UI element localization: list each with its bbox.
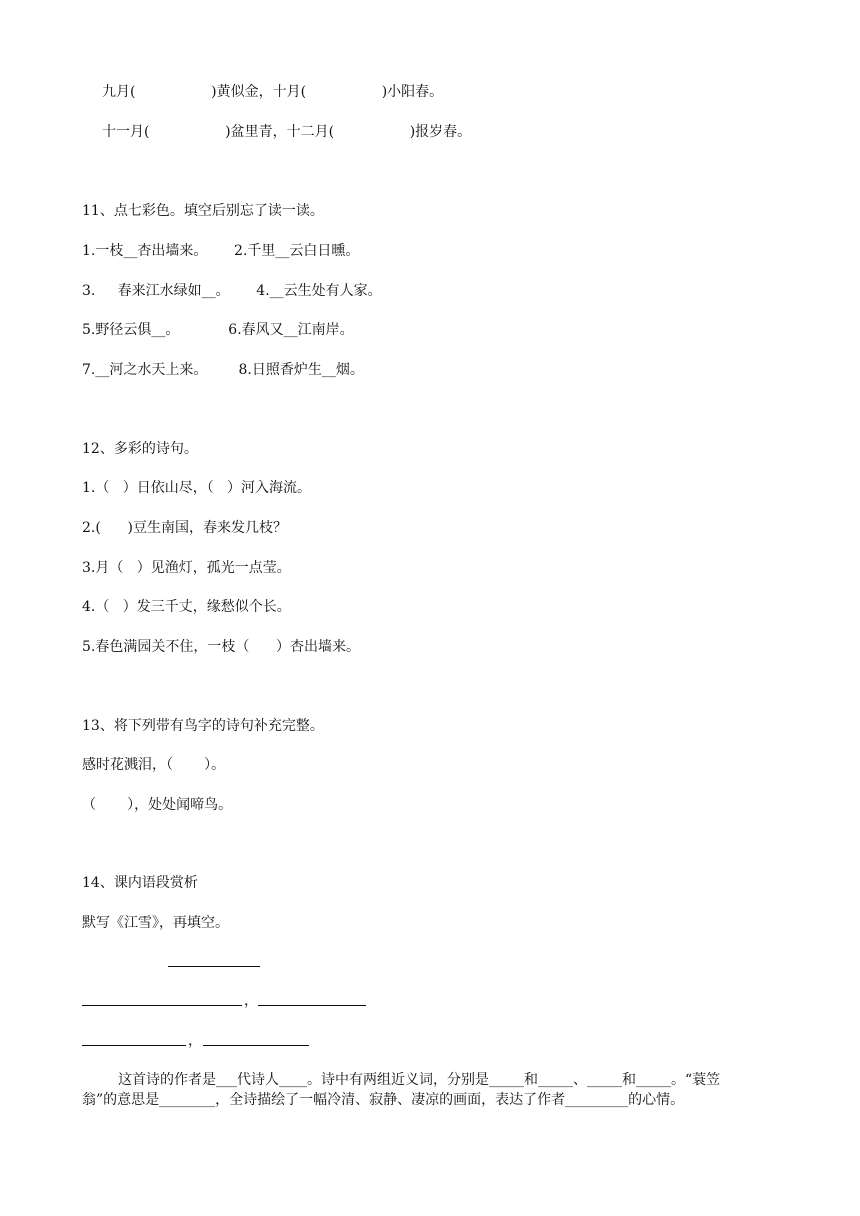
question-12-line-4: 4.（ ）发三千丈，缘愁似个长。 <box>82 599 291 615</box>
question-12-title: 12、多彩的诗句。 <box>82 441 198 457</box>
poem-line-2-blank[interactable] <box>258 991 366 1006</box>
question-13-title: 13、将下列带有鸟字的诗句补充完整。 <box>82 718 324 734</box>
question-13-line-2: （ ），处处闻啼鸟。 <box>82 797 233 813</box>
question-12-line-2: 2.( )豆生南国，春来发几枝？ <box>82 520 287 536</box>
poem-line-3-blank[interactable] <box>82 1031 186 1046</box>
question-11-line-2: 3. 春来江水绿如__。 4.__云生处有人家。 <box>82 283 382 299</box>
poem-line-1-blank[interactable] <box>82 991 242 1006</box>
question-12-line-1: 1.（ ）日依山尽，（ ）河入海流。 <box>82 480 312 496</box>
poem-title-blank[interactable] <box>168 952 260 967</box>
question-12-line-3: 3.月（ ）见渔灯，孤光一点莹。 <box>82 560 291 576</box>
poem-line-4-blank[interactable] <box>203 1031 309 1046</box>
question-11-line-3: 5.野径云俱__。 6.春风又__江南岸。 <box>82 322 354 338</box>
question-12-line-5: 5.春色满园关不住，一枝（ ）杏出墙来。 <box>82 639 361 655</box>
question-11-line-1: 1.一枝__杏出墙来。 2.千里__云白日曛。 <box>82 243 360 259</box>
question-11-title: 11、点七彩色。填空后别忘了读一读。 <box>82 203 324 219</box>
question-14-subtitle: 默写《江雪》，再填空。 <box>82 915 229 931</box>
question-14-paragraph-line-2: 翁”的意思是________，全诗描绘了一幅冷清、寂静、凄凉的画面，表达了作者_________的心情。 <box>82 1092 685 1108</box>
poem-line-3-comma: ， <box>188 1033 202 1049</box>
question-14-paragraph-line-1: 这首诗的作者是___代诗人____。诗中有两组近义词，分别是_____和_____、_____和_____。“蓑笠 <box>118 1072 721 1088</box>
poem-line-1-comma: ， <box>244 993 258 1009</box>
question-13-line-1: 感时花溅泪，（ ）。 <box>82 757 226 773</box>
seasonal-verse-line-2: 十一月( )盆里青，十二月( )报岁春。 <box>102 124 472 140</box>
question-11-line-4: 7.__河之水天上来。 8.日照香炉生__烟。 <box>82 362 364 378</box>
seasonal-verse-line-1: 九月( )黄似金，十月( )小阳春。 <box>102 84 444 100</box>
question-14-title: 14、课内语段赏析 <box>82 875 198 891</box>
